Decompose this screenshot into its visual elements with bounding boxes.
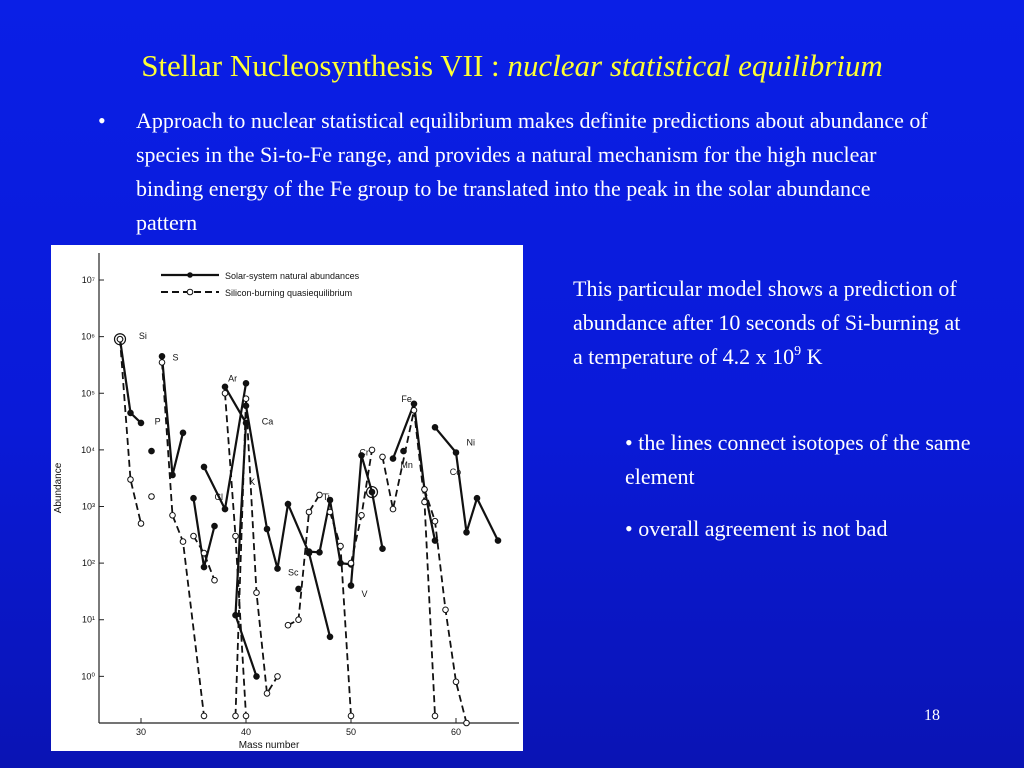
element-label-si: Si — [138, 331, 147, 342]
x-axis-label: Mass number — [238, 740, 300, 751]
si-burning-point — [432, 518, 438, 524]
element-label-mn: Mn — [400, 459, 413, 470]
legend-solar-label: Solar-system natural abundances — [225, 271, 360, 281]
si-burning-point — [338, 543, 344, 549]
si-burning-line — [383, 410, 436, 716]
element-label-v: V — [361, 589, 368, 600]
solar-abundance-point — [180, 430, 186, 436]
si-burning-line — [330, 512, 351, 716]
si-burning-point — [306, 509, 312, 515]
solar-abundance-point — [453, 450, 459, 456]
y-tick-label: 10⁶ — [81, 331, 95, 342]
solar-abundance-point — [369, 489, 375, 495]
y-axis-label: Abundance — [53, 462, 64, 514]
solar-abundance-point — [390, 456, 396, 462]
solar-abundance-line — [393, 404, 435, 541]
y-tick-label: 10⁷ — [81, 275, 95, 286]
si-burning-point — [159, 360, 165, 366]
si-burning-point — [317, 492, 323, 498]
solar-abundance-point — [201, 464, 207, 470]
solar-abundance-point — [306, 549, 312, 555]
solar-abundance-point — [222, 506, 228, 512]
sub-bullet-isotopes: • the lines connect isotopes of the same element — [625, 430, 971, 489]
si-burning-point — [369, 447, 375, 453]
si-burning-point — [264, 691, 270, 697]
si-burning-point — [359, 513, 365, 519]
element-label-k: K — [249, 476, 256, 487]
solar-abundance-point — [233, 612, 239, 618]
element-label-ti: Ti — [322, 492, 330, 503]
exponent: 9 — [794, 344, 802, 359]
solar-abundance-point — [380, 546, 386, 552]
solar-abundance-point — [464, 530, 470, 536]
title-main: Stellar Nucleosynthesis VII : — [141, 48, 508, 83]
si-burning-point — [254, 590, 260, 596]
solar-abundance-point — [338, 560, 344, 566]
solar-abundance-point — [201, 564, 207, 570]
bullet-text: Approach to nuclear statistical equilibrium makes definite predictions about abundance of species in the Si-to-Fe range, and provides a natural mechanism for the high nuclear binding energy of the Fe group to be translated into the peak in the solar abundance pattern — [136, 108, 928, 235]
si-burning-point — [170, 513, 176, 519]
element-label-ni: Ni — [466, 437, 475, 448]
si-burning-point — [348, 560, 354, 566]
si-burning-point — [201, 713, 207, 719]
legend-si-burning-label: Silicon-burning quasiequilibrium — [225, 288, 353, 298]
solar-abundance-line — [246, 406, 330, 637]
abundance-figure — [51, 245, 523, 751]
si-burning-point — [233, 713, 239, 719]
si-burning-point — [443, 607, 449, 613]
solar-abundance-point — [243, 381, 249, 387]
page-number: 18 — [924, 707, 940, 724]
solar-abundance-point — [128, 410, 134, 416]
solar-abundance-point — [254, 674, 260, 680]
si-burning-point — [327, 509, 333, 515]
si-burning-point — [222, 391, 228, 397]
si-burning-point — [380, 454, 386, 460]
legend-open-marker — [187, 289, 193, 295]
element-label-ca: Ca — [261, 416, 274, 427]
x-tick-label: 60 — [450, 727, 462, 737]
slide-title — [0, 46, 1024, 86]
solar-abundance-point — [327, 634, 333, 640]
sub-bullet-agreement: • overall agreement is not bad — [625, 516, 888, 541]
solar-abundance-point — [411, 401, 417, 407]
solar-abundance-line — [194, 498, 215, 567]
si-burning-point — [422, 487, 428, 493]
si-burning-point — [243, 396, 249, 402]
si-burning-point — [411, 408, 417, 414]
solar-abundance-point — [296, 586, 302, 592]
solar-abundance-point — [264, 526, 270, 532]
solar-abundance-point — [348, 583, 354, 589]
si-burning-point — [138, 521, 144, 527]
y-tick-label: 10⁰ — [81, 671, 95, 682]
y-tick-label: 10³ — [81, 501, 95, 512]
x-tick-label: 50 — [345, 727, 357, 737]
y-tick-label: 10⁵ — [81, 388, 95, 399]
si-burning-point — [191, 533, 197, 539]
element-label-p: P — [154, 416, 161, 427]
solar-abundance-line — [351, 455, 383, 585]
element-label-sc: Sc — [288, 567, 299, 578]
element-label-co: Co — [449, 466, 462, 477]
si-burning-point — [201, 550, 207, 556]
solar-abundance-point — [149, 448, 155, 454]
si-burning-point — [453, 679, 459, 685]
solar-abundance-point — [275, 566, 281, 572]
si-burning-point — [296, 617, 302, 623]
element-label-fe: Fe — [401, 394, 412, 405]
model-description — [573, 272, 973, 374]
si-burning-point — [243, 713, 249, 719]
element-label-cl: Cl — [214, 492, 223, 503]
si-burning-point — [432, 713, 438, 719]
bullet-symbol: • — [98, 108, 106, 133]
si-burning-point — [128, 477, 134, 483]
si-burning-point — [212, 577, 218, 583]
element-label-s: S — [172, 352, 179, 363]
solar-abundance-point — [432, 538, 438, 544]
solar-abundance-point — [222, 384, 228, 390]
y-tick-label: 10⁴ — [81, 444, 95, 455]
solar-abundance-point — [159, 354, 165, 360]
model-text-end: K — [801, 344, 823, 369]
si-burning-point — [348, 713, 354, 719]
element-label-cr: Cr — [359, 447, 369, 458]
solar-abundance-point — [212, 523, 218, 529]
legend-solid-marker — [187, 272, 193, 278]
solar-abundance-point — [191, 495, 197, 501]
solar-abundance-point — [495, 538, 501, 544]
element-label-ar: Ar — [228, 373, 238, 384]
si-burning-point — [180, 539, 186, 545]
solar-abundance-point — [317, 550, 323, 556]
title-italic: nuclear statistical equilibrium — [507, 48, 883, 83]
model-text: This particular model shows a prediction of abundance after 10 seconds of Si-burning at a temperature of 4.2 x 10 — [573, 276, 961, 369]
si-burning-point — [464, 720, 470, 726]
si-burning-point — [233, 533, 239, 539]
si-burning-point — [390, 506, 396, 512]
solar-abundance-line — [225, 387, 257, 677]
si-burning-point — [149, 494, 155, 500]
solar-abundance-point — [138, 420, 144, 426]
si-burning-point — [285, 622, 291, 628]
x-tick-label: 40 — [240, 727, 252, 737]
solar-abundance-point — [285, 501, 291, 507]
solar-abundance-line — [204, 383, 246, 509]
si-burning-point — [275, 674, 281, 680]
si-burning-line — [236, 399, 278, 716]
y-tick-label: 10² — [81, 558, 95, 569]
solar-abundance-line — [162, 356, 183, 475]
x-tick-label: 30 — [135, 727, 147, 737]
y-tick-label: 10¹ — [81, 614, 95, 625]
abundance-chart — [51, 245, 523, 751]
si-burning-point — [117, 336, 123, 342]
solar-abundance-point — [432, 425, 438, 431]
solar-abundance-point — [474, 495, 480, 501]
si-burning-point — [422, 499, 428, 505]
